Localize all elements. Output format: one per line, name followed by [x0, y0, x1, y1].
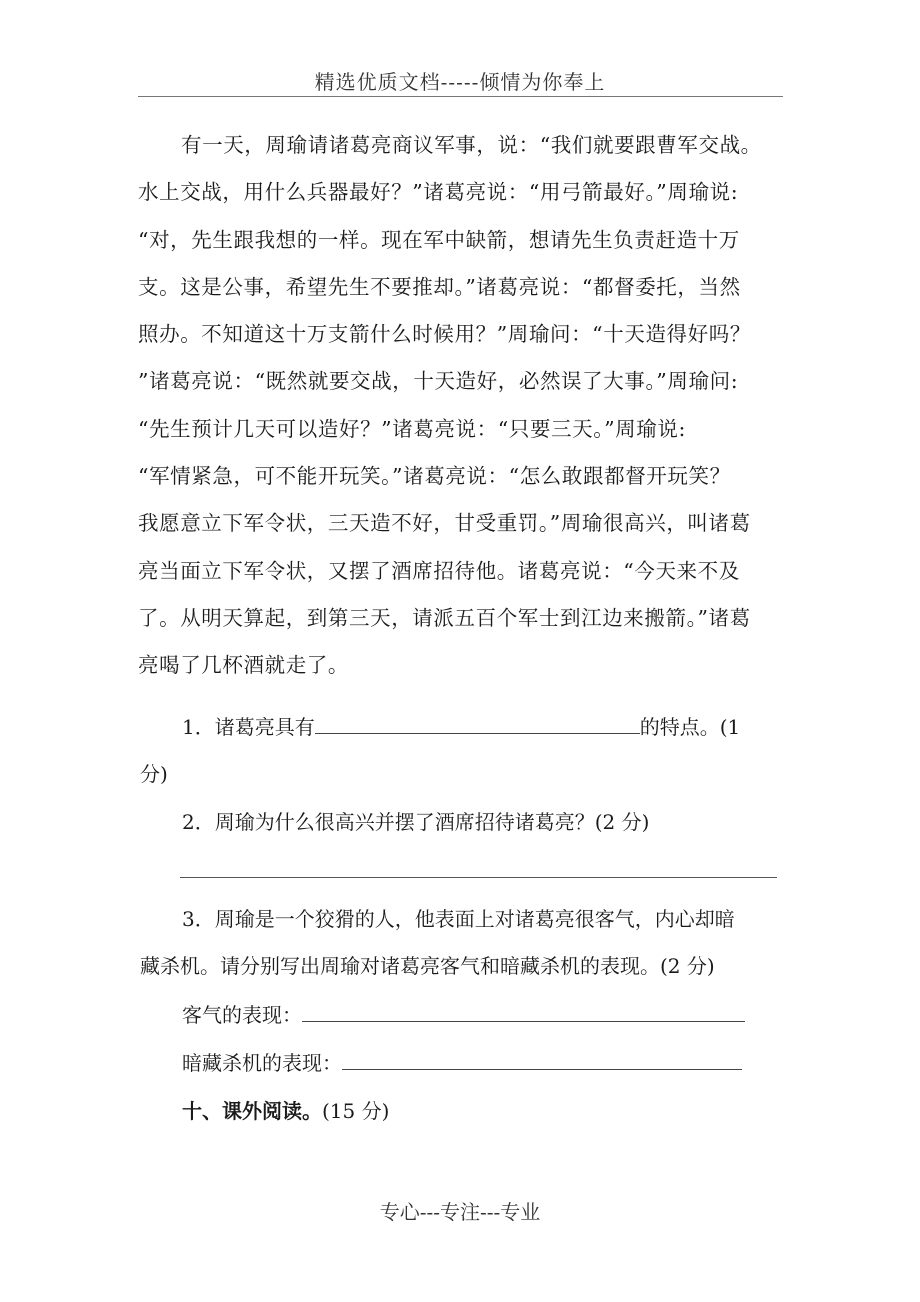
question-1-answer-blank[interactable]: [315, 713, 640, 734]
header-divider: [138, 96, 783, 97]
section-ten-heading: [182, 1095, 389, 1124]
hidden-intent-label: 暗藏杀机的表现：: [182, 1051, 342, 1075]
page-header: 精选优质文档-----倾情为你奉上: [314, 70, 606, 94]
polite-answer-blank[interactable]: [302, 1001, 745, 1022]
passage-line-11: 了。从明天算起，到第三天，请派五百个军士到江边来搬箭。”诸葛: [138, 605, 751, 630]
hidden-answer-row: [182, 1047, 742, 1076]
polite-label: 客气的表现：: [182, 1003, 302, 1027]
question-3-line-1: 3．周瑜是一个狡猾的人，他表面上对诸葛亮很客气，内心却暗: [182, 907, 735, 931]
passage-line-7: “先生预计几天可以造好？”诸葛亮说：“只要三天。”周瑜说:: [138, 416, 686, 441]
passage-line-12: 亮喝了几杯酒就走了。: [138, 653, 349, 678]
question-2: 2．周瑜为什么很高兴并摆了酒席招待诸葛亮？(2 分): [182, 810, 650, 834]
section-ten-points: (15 分): [322, 1099, 390, 1123]
passage-line-6: ”诸葛亮说：“既然就要交战，十天造好，必然误了大事。”周瑜问:: [138, 369, 739, 394]
reading-passage: [138, 122, 762, 690]
passage-line-9: 我愿意立下军令状，三天造不好，甘受重罚。”周瑜很高兴，叫诸葛: [138, 511, 751, 536]
question-1-continuation: 分): [140, 762, 168, 786]
passage-line-2: 水上交战，用什么兵器最好？”诸葛亮说：“用弓箭最好。”周瑜说:: [138, 180, 739, 205]
question-2-answer-line[interactable]: [180, 877, 777, 878]
question-1: [182, 711, 740, 740]
passage-line-5: 照办。不知道这十万支箭什么时候用？”周瑜问：“十天造得好吗？: [138, 322, 751, 347]
question-1-suffix: 的特点。(1: [639, 715, 741, 739]
question-1-prefix: 1．诸葛亮具有: [182, 715, 315, 739]
section-ten-title: 十、课外阅读。: [182, 1099, 322, 1123]
question-3-line-2: 藏杀机。请分别写出周瑜对诸葛亮客气和暗藏杀机的表现。(2 分): [140, 954, 715, 978]
hidden-intent-answer-blank[interactable]: [342, 1049, 742, 1070]
passage-line-8: “军情紧急，可不能开玩笑。”诸葛亮说：“怎么敢跟都督开玩笑？: [138, 464, 731, 489]
passage-line-3: “对，先生跟我想的一样。现在军中缺箭，想请先生负责赶造十万: [138, 227, 740, 252]
passage-line-1: 有一天，周瑜请诸葛亮商议军事，说：“我们就要跟曹军交战。: [181, 133, 762, 157]
polite-answer-row: [182, 999, 745, 1028]
page-footer: 专心---专注---专业: [379, 1200, 541, 1224]
passage-line-10: 亮当面立下军令状，又摆了酒席招待他。诸葛亮说：“今天来不及: [138, 558, 740, 583]
passage-line-4: 支。这是公事，希望先生不要推却。”诸葛亮说：“都督委托，当然: [138, 274, 741, 299]
